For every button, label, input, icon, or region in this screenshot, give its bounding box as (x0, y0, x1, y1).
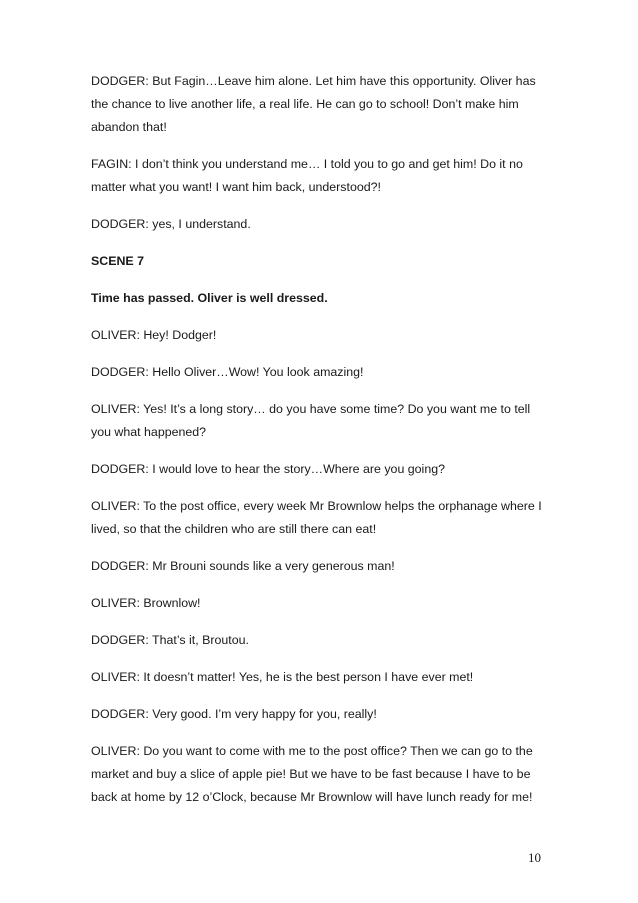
script-body (91, 70, 553, 823)
dialogue-line: OLIVER: Yes! It’s a long story… do you have some time? Do you want me to tell you what happened? (91, 402, 531, 439)
dialogue-line: DODGER: Hello Oliver…Wow! You look amazing! (91, 365, 364, 379)
page-number: 10 (528, 850, 541, 865)
dialogue-line: DODGER: That’s it, Broutou. (91, 633, 249, 647)
dialogue-line: DODGER: Very good. I’m very happy for you, really! (91, 707, 377, 721)
dialogue-line: DODGER: yes, I understand. (91, 217, 251, 231)
dialogue-line: OLIVER: To the post office, every week Mr Brownlow helps the orphanage where I lived, so that the children who are still there can eat! (91, 499, 542, 536)
dialogue-line: OLIVER: Brownlow! (91, 596, 201, 610)
dialogue-line: OLIVER: It doesn’t matter! Yes, he is the best person I have ever met! (91, 670, 474, 684)
scene-heading: SCENE 7 (91, 254, 145, 268)
dialogue-line: FAGIN: I don’t think you understand me… I told you to go and get him! Do it no matter what you want! I want him back, understood?! (91, 157, 523, 194)
dialogue-line: DODGER: But Fagin…Leave him alone. Let him have this opportunity. Oliver has the chance to live another life, a real life. He can go to school! Don’t make him abandon that! (91, 74, 536, 134)
dialogue-line: OLIVER: Hey! Dodger! (91, 328, 217, 342)
dialogue-line: DODGER: Mr Brouni sounds like a very generous man! (91, 559, 395, 573)
dialogue-line: DODGER: I would love to hear the story…Where are you going? (91, 462, 445, 476)
dialogue-line: OLIVER: Do you want to come with me to the post office? Then we can go to the market and buy a slice of apple pie! But we have to be fast because I have to be back at home by 12 o’Clock, because Mr Brownlow will have lunch ready for me! (91, 744, 533, 804)
stage-direction: Time has passed. Oliver is well dressed. (91, 291, 328, 305)
